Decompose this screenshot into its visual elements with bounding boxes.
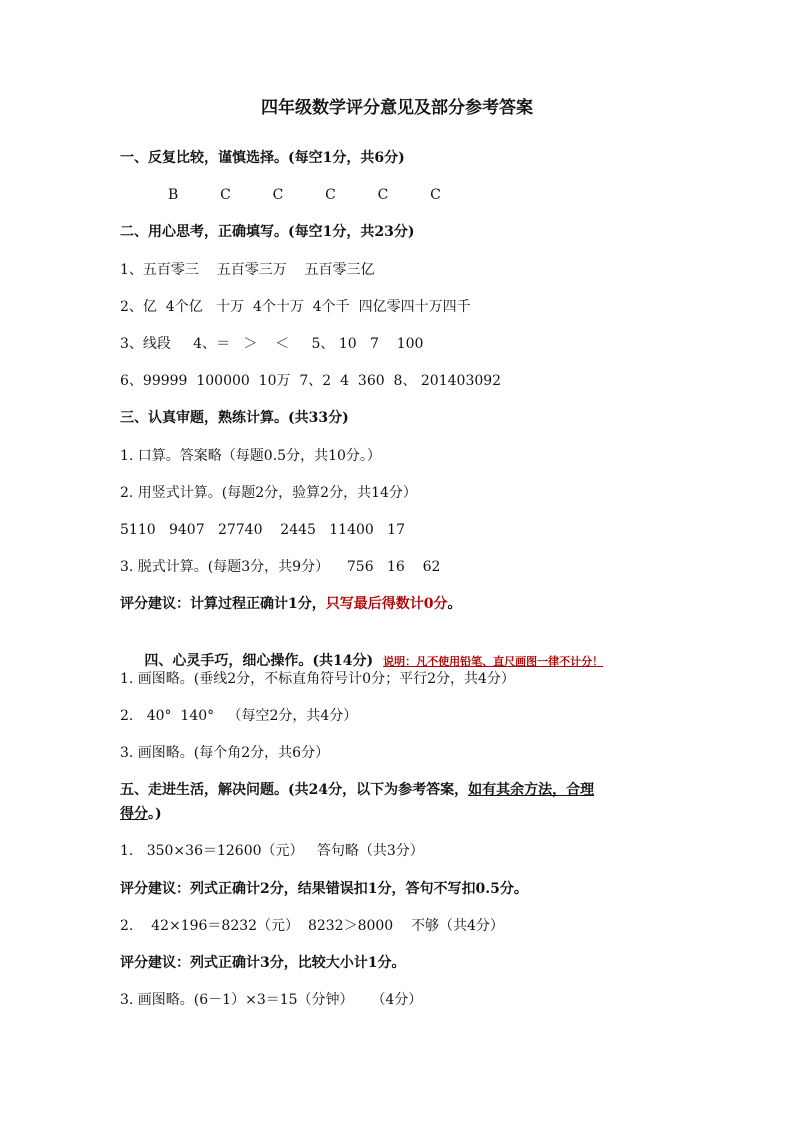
section-3-advice-end: 。 xyxy=(447,596,462,612)
section-5-heading-underlined-2: 得分 xyxy=(120,806,148,822)
section-4-line-1: 1. 画图略。(垂线2分，不标直角符号计0分；平行2分，共4分） xyxy=(120,671,515,687)
section-2-line-2: 2、亿 4个亿 十万 4个十万 4个千 四亿零四十万四千 xyxy=(120,299,471,315)
section-2-line-4: 6、99999 100000 10万 7、2 4 360 8、 201403092 xyxy=(120,373,502,389)
section-3-advice-red: 只写最后得数计0分 xyxy=(325,596,448,612)
section-5-advice-2: 评分建议：列式正确计3分，比较大小计1分。 xyxy=(120,955,406,971)
section-2-heading: 二、用心思考，正确填写。(每空1分，共23分) xyxy=(120,224,415,240)
section-3-advice xyxy=(120,594,462,614)
section-4-note: 说明：凡不使用铅笔、直尺画图一律不计分！ xyxy=(383,655,604,668)
section-5-heading-a: 五、走进生活，解决问题。(共24分，以下为参考答案， xyxy=(120,782,469,798)
section-3-advice-label: 评分建议：计算过程正确计1分， xyxy=(120,596,326,612)
section-5-line-2: 2. 42×196＝8232（元） 8232＞8000 不够（共4分） xyxy=(120,918,504,934)
section-5-line-1: 1. 350×36＝12600（元） 答句略（共3分） xyxy=(120,843,424,859)
section-5-heading-underlined-1: 如有其余方法，合理 xyxy=(468,782,595,798)
section-4-heading-text: 四、心灵手巧，细心操作。(共14分) xyxy=(139,653,374,669)
section-1-answers: B C C C C C xyxy=(168,187,441,203)
section-5-line-3: 3. 画图略。(6－1）×3＝15（分钟） （4分） xyxy=(120,992,423,1008)
section-5-heading-1 xyxy=(120,780,594,800)
section-1-heading: 一、反复比较，谨慎选择。(每空1分，共6分) xyxy=(120,150,405,166)
section-5-heading-2 xyxy=(120,804,162,824)
section-2-line-1: 1、五百零三 五百零三万 五百零三亿 xyxy=(120,262,375,278)
section-3-line-4: 3. 脱式计算。(每题3分，共9分） 756 16 62 xyxy=(120,559,441,575)
page-title: 四年级数学评分意见及部分参考答案 xyxy=(261,98,533,118)
section-3-line-1: 1. 口算。答案略（每题0.5分，共10分。） xyxy=(120,448,381,464)
section-4-line-2: 2. 40° 140° （每空2分，共4分） xyxy=(120,708,358,724)
section-5-heading-b: 。) xyxy=(148,806,162,822)
section-3-heading: 三、认真审题，熟练计算。(共33分) xyxy=(120,410,349,426)
section-2-line-3: 3、线段 4、＝ ＞ ＜ 5、 10 7 100 xyxy=(120,336,424,352)
section-5-advice-1: 评分建议：列式正确计2分，结果错误扣1分，答句不写扣0.5分。 xyxy=(120,881,528,897)
section-3-line-3: 5110 9407 27740 2445 11400 17 xyxy=(120,522,405,538)
section-4-line-3: 3. 画图略。(每个角2分，共6分） xyxy=(120,745,330,761)
section-3-line-2: 2. 用竖式计算。(每题2分，验算2分，共14分） xyxy=(120,485,417,501)
